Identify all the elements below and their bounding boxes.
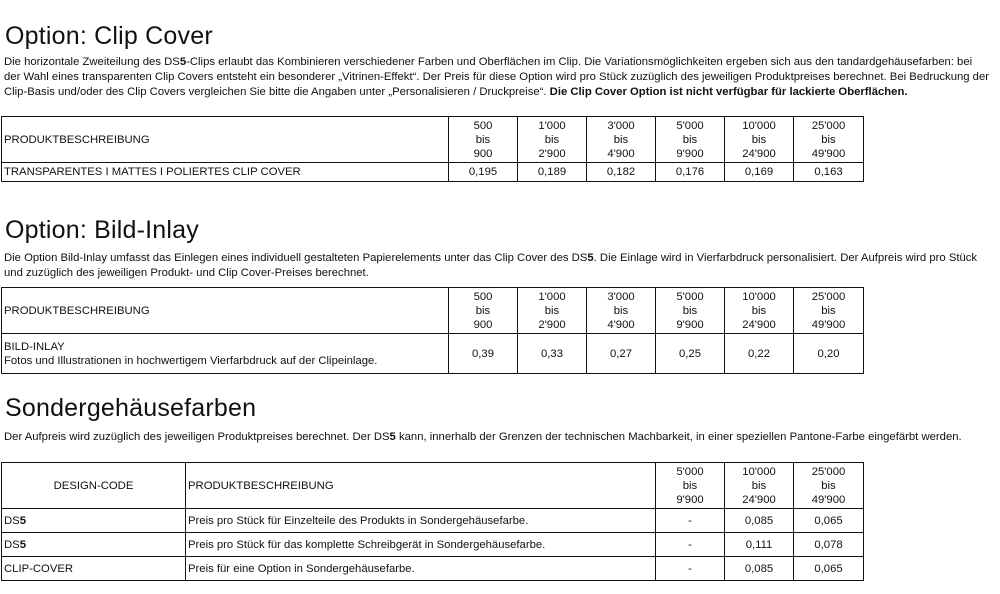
price-cell: - [656,557,725,581]
column-header-qty: 1'000 bis 2'900 [518,117,587,163]
column-header-qty: 10'000 bis 24'900 [725,288,794,334]
bild-inlay-title: Option: Bild-Inlay [5,216,199,244]
price-cell: 0,163 [794,163,864,182]
column-header-qty: 25'000 bis 49'900 [794,463,864,509]
row-description: Preis pro Stück für Einzelteile des Produkts in Sondergehäusefarbe. [186,509,656,533]
column-header-qty: 5'000 bis 9'900 [656,288,725,334]
price-cell: 0,39 [449,334,518,374]
price-cell: - [656,509,725,533]
column-header-qty: 25'000 bis 49'900 [794,288,864,334]
column-header-qty: 500 bis 900 [449,288,518,334]
price-cell: 0,189 [518,163,587,182]
column-header-description: PRODUKTBESCHREIBUNG [2,117,449,163]
design-code-cell: DS5 [2,509,186,533]
column-header-qty: 5'000 bis 9'900 [656,463,725,509]
table-header-row [2,288,864,334]
column-header-qty: 25'000 bis 49'900 [794,117,864,163]
design-code-cell: DS5 [2,533,186,557]
table-row [2,509,864,533]
bild-inlay-description: Die Option Bild-Inlay umfasst das Einlegen eines individuell gestalteten Papierelements unter das Clip Cover des DS5. Die Einlage wird in Vierfarbdruck personalisiert. Der Aufpreis wird pro Stück und zuzüglich des jeweiligen Produkt- und Clip Cover-Preises berechnet. [4,252,978,279]
column-header-description: PRODUKTBESCHREIBUNG [186,463,656,509]
price-cell: 0,065 [794,557,864,581]
column-header-design-code: DESIGN-CODE [2,463,186,509]
price-cell: 0,078 [794,533,864,557]
design-code-cell: CLIP-COVER [2,557,186,581]
column-header-description: PRODUKTBESCHREIBUNG [2,288,449,334]
price-cell: 0,176 [656,163,725,182]
sonder-price-table [1,462,864,581]
price-cell: 0,33 [518,334,587,374]
table-row [2,163,864,182]
price-cell: 0,25 [656,334,725,374]
price-cell: 0,195 [449,163,518,182]
price-cell: 0,27 [587,334,656,374]
table-row [2,533,864,557]
price-cell: - [656,533,725,557]
price-cell: 0,085 [725,557,794,581]
sonder-title: Sondergehäusefarben [5,394,257,422]
price-cell: 0,085 [725,509,794,533]
clip-cover-description: Die horizontale Zweiteilung des DS5-Clips erlaubt das Kombinieren verschiedener Farben und Oberflächen im Clip. Die Variationsmöglichkeiten ergeben sich aus den tandardgehäusefarben: bei der Wahl eines transparenten Clip Covers entsteht ein besonderer „Vitrinen-Effekt“. Der Preis für diese Option wird pro Stück zuzüglich des jeweiligen Produktpreises berechnet. Bei Bedruckung der Clip-Basis und/oder des Clip Covers vergleichen Sie bitte die Angaben unter „Personalisieren / Druckpreise“. Die Clip Cover Option ist nicht verfügbar für lackierte Oberflächen. [4,56,990,98]
row-description: Preis für eine Option in Sondergehäusefarbe. [186,557,656,581]
price-cell: 0,111 [725,533,794,557]
column-header-qty: 1'000 bis 2'900 [518,288,587,334]
row-label: BILD-INLAY Fotos und Illustrationen in hochwertigem Vierfarbdruck auf der Clipeinlage. [2,334,449,374]
table-row [2,557,864,581]
column-header-qty: 5'000 bis 9'900 [656,117,725,163]
column-header-qty: 10'000 bis 24'900 [725,117,794,163]
bild-inlay-price-table [1,287,864,374]
price-cell: 0,20 [794,334,864,374]
price-cell: 0,22 [725,334,794,374]
clip-cover-price-table [1,116,864,182]
column-header-qty: 500 bis 900 [449,117,518,163]
sonder-description: Der Aufpreis wird zuzüglich des jeweiligen Produktpreises berechnet. Der DS5 kann, innerhalb der Grenzen der technischen Machbarkeit, in einer speziellen Pantone-Farbe eingefärbt werden. [4,431,962,443]
price-cell: 0,169 [725,163,794,182]
row-label: TRANSPARENTES I MATTES I POLIERTES CLIP COVER [2,163,449,182]
clip-cover-title: Option: Clip Cover [5,22,213,50]
table-row [2,334,864,374]
table-header-row [2,463,864,509]
price-cell: 0,182 [587,163,656,182]
price-cell: 0,065 [794,509,864,533]
column-header-qty: 10'000 bis 24'900 [725,463,794,509]
row-description: Preis pro Stück für das komplette Schreibgerät in Sondergehäusefarbe. [186,533,656,557]
column-header-qty: 3'000 bis 4'900 [587,117,656,163]
column-header-qty: 3'000 bis 4'900 [587,288,656,334]
table-header-row [2,117,864,163]
